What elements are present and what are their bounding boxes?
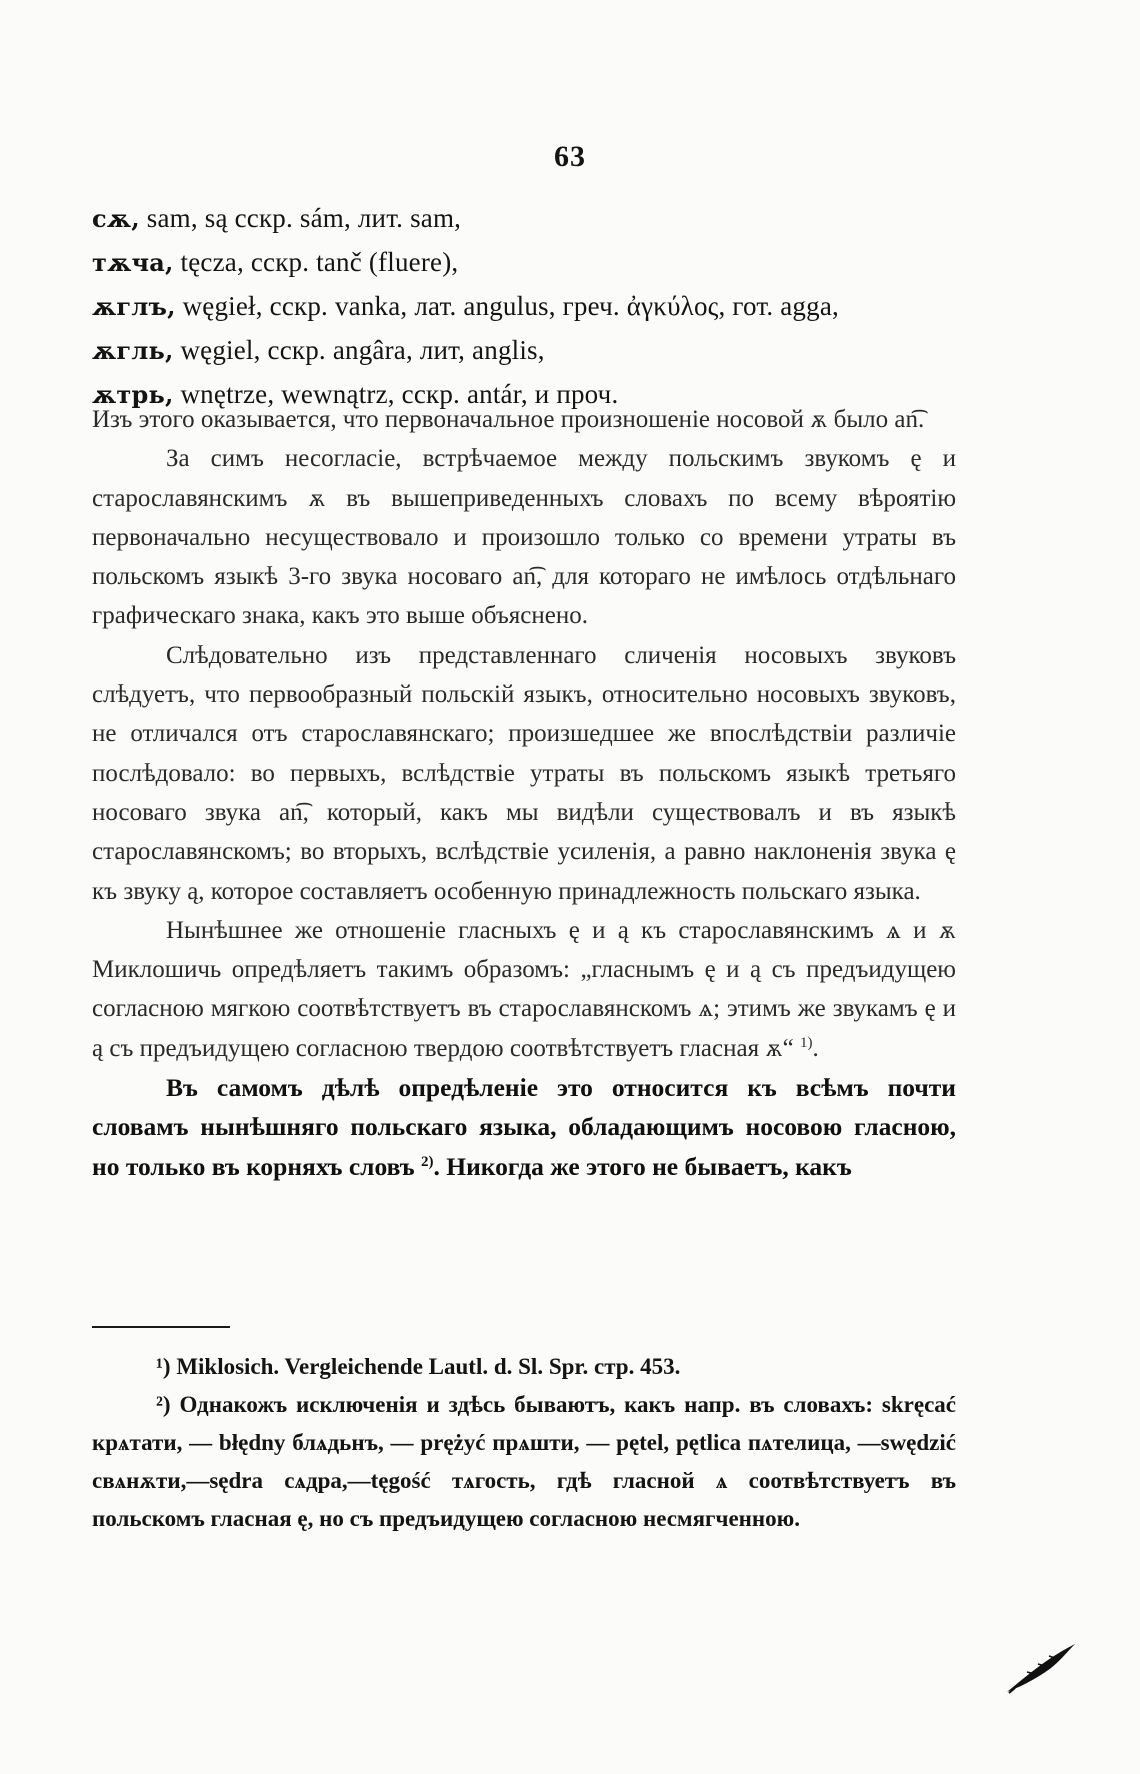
paragraph: Нынѣшнее же отношеніе гласныхъ ę и ą къ старославянскимъ ѧ и ѫ Миклошичь опредѣляетъ такимъ образомъ: „гласнымъ ę и ą съ предъидущею согласною мягкою соотвѣтствуетъ въ старославянскомъ ѧ; этимъ же звукамъ ę и ą съ предъидущею согласною твердою соотвѣтствуетъ гласная ѫ“ $^{1)}$. [92,916,956,1062]
slavonic-word: сѫ, [92,204,140,233]
slavonic-word: ѫгль, [92,336,174,365]
slavonic-word: ѫтрь, [92,380,174,409]
word-entry [92,240,972,284]
paragraph: За симъ несогласіе, встрѣчаемое между польскимъ звукомъ ę и старославянскимъ ѫ въ вышеприведенныхъ словахъ по всему вѣроятію первоначально несуществовало и произошло только со времени утраты въ польскомъ языкѣ 3-го звука носоваго an͡, для котораго не имѣлось отдѣльнаго графическаго знака, какъ это выше объяснено. [92,445,956,630]
slavonic-word: ѫглъ, [92,292,176,321]
etymology-word-list [92,196,972,416]
footnote-ref: 2) [421,1153,434,1170]
word-cognates: tęcza, сскр. tanč (fluere), [173,247,459,277]
word-entry [92,196,972,240]
paragraph-text: Никогда же этого не бываетъ, какъ [446,1151,852,1181]
footnote-mark: ¹) [156,1354,171,1379]
word-entry [92,328,972,372]
footnote-ref: 1) [799,1034,813,1051]
footnote [92,1386,956,1538]
footnote-mark: ²) [156,1392,171,1417]
word-cognates: wnętrze, wewnątrz, сскр. antár, и проч. [173,379,619,409]
main-text [92,400,956,1186]
footnotes [92,1348,956,1538]
word-cognates: sam, są сскр. sám, лит. sam, [139,203,462,233]
footnote-text: Miklosich. Vergleichende Lautl. d. Sl. Spr. стр. 453. [176,1354,681,1379]
quill-pen-icon [1005,1642,1077,1694]
word-cognates: węgieł, сскр. vanka, лат. angulus, греч. ἀγκύλος, гот. agga, [175,291,839,321]
paragraph-text: Нынѣшнее же отношеніе гласныхъ ę и ą къ старославянскимъ ѧ и ѫ Миклошичь опредѣляетъ такимъ образомъ: „гласнымъ ę и ą съ предъидущею согласною мягкою соотвѣтствуетъ въ старославянскомъ ѧ; этимъ же звукамъ ę и ą съ предъидущею согласною твердою соотвѣтствуетъ гласная ѫ“ [92,916,956,1062]
footnote-text: Однакожъ исключенія и здѣсь бываютъ, какъ напр. въ словахъ: skręcać крѧтати, — błędny блѧдьнъ, — prężyć прѧшти, — pętel, pętlica пѧтелица, —swędzić свѧнѫти,—sędra сѧдра,—tęgość тѧгость, гдѣ гласной ѧ соотвѣтствуетъ въ польскомъ гласная ę, но съ предъидущею согласною несмягченною. [92,1392,957,1531]
paragraph: Слѣдовательно изъ представленнаго сличенія носовыхъ звуковъ слѣдуетъ, что первообразный польскій языкъ, относительно носовыхъ звуковъ, не отличался отъ старославянскаго; произшедшее же впослѣдствіи различіе послѣдовало: во первыхъ, вслѣдствіе утраты въ польскомъ языкѣ третьяго носоваго звука an͡, который, какъ мы видѣли существовалъ и въ языкѣ старославянскомъ; во вторыхъ, вслѣдствіе усиленія, а равно наклоненія звука ę къ звуку ą, которое составляетъ особенную принадлежность польскаго языка. [92,641,956,905]
footnote-divider [92,1326,230,1328]
paragraph: Изъ этого оказывается, что первоначальное произношеніе носовой ѫ было an͡. [92,406,925,433]
word-entry [92,284,972,328]
paragraph: Въ самомъ дѣлѣ опредѣленіе это относится къ всѣмъ почти словамъ нынѣшняго польскаго языка, обладающимъ носовою гласною, но только въ корняхъ словъ $^{2)}$. Никогда же этого не бываетъ, какъ [92,1073,956,1181]
word-cognates: węgiel, сскр. angâra, лит, anglis, [173,335,545,365]
footnote [92,1348,956,1386]
paragraph-text: Въ самомъ дѣлѣ опредѣленіе это относится къ всѣмъ почти словамъ нынѣшняго польскаго языка, обладающимъ носовою гласною, но только въ корняхъ словъ [92,1073,956,1181]
slavonic-word: тѫча, [92,248,174,277]
page-number: 63 [554,140,586,173]
